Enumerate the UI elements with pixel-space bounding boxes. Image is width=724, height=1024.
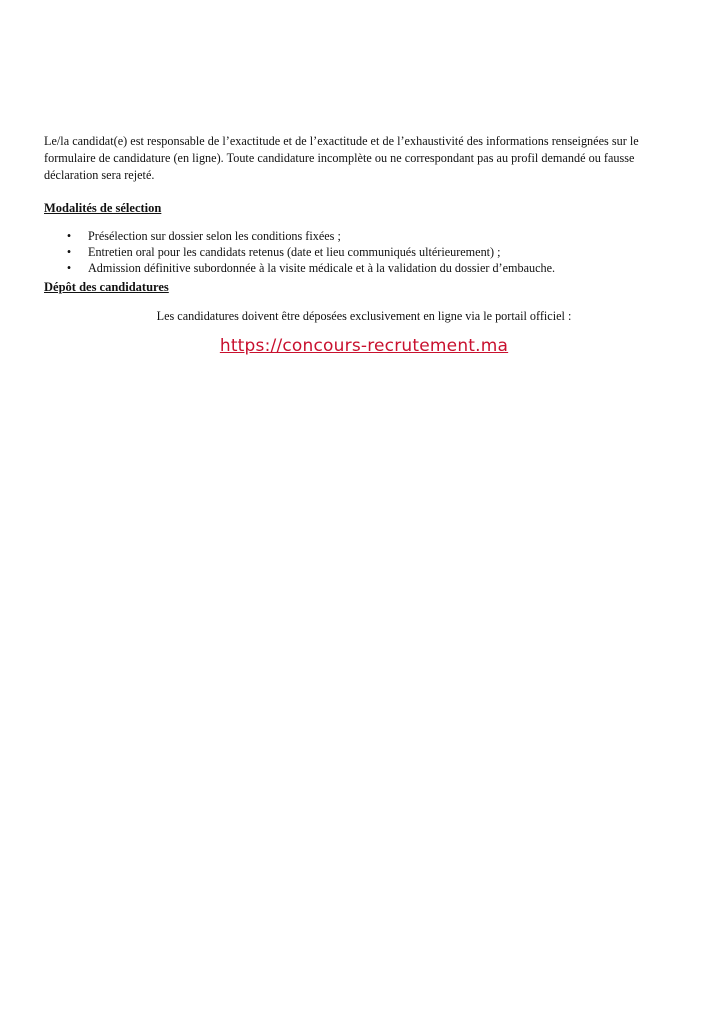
list-item-text: Admission définitive subordonnée à la visite médicale et à la validation du dossier d’embauche. (88, 261, 556, 275)
list-item-text: Présélection sur dossier selon les conditions fixées ; (88, 229, 341, 243)
bullet-icon: • (66, 245, 72, 259)
list-item (44, 244, 684, 260)
list-item (44, 228, 684, 244)
list-item-text: Entretien oral pour les candidats retenus (date et lieu communiqués ultérieurement) ; (88, 245, 501, 259)
depot-instructions: Les candidatures doivent être déposées exclusivement en ligne via le portail officiel : (156, 309, 572, 323)
portal-link[interactable]: https://concours-recrutement.ma (219, 336, 509, 356)
depot-heading: Dépôt des candidatures (44, 280, 169, 294)
document-content (44, 133, 684, 357)
bullet-icon: • (66, 261, 72, 275)
bullet-icon: • (66, 229, 72, 243)
selection-list (44, 228, 684, 276)
list-item (44, 260, 684, 276)
selection-heading: Modalités de sélection (44, 201, 162, 215)
intro-paragraph: Le/la candidat(e) est responsable de l’exactitude et de l’exactitude et de l’exhaustivité des informations renseignées sur le formulaire de candidature (en ligne). Toute candidature incomplète ou ne correspondant pas au profil demandé ou fausse déclaration sera rejeté. (44, 134, 639, 182)
